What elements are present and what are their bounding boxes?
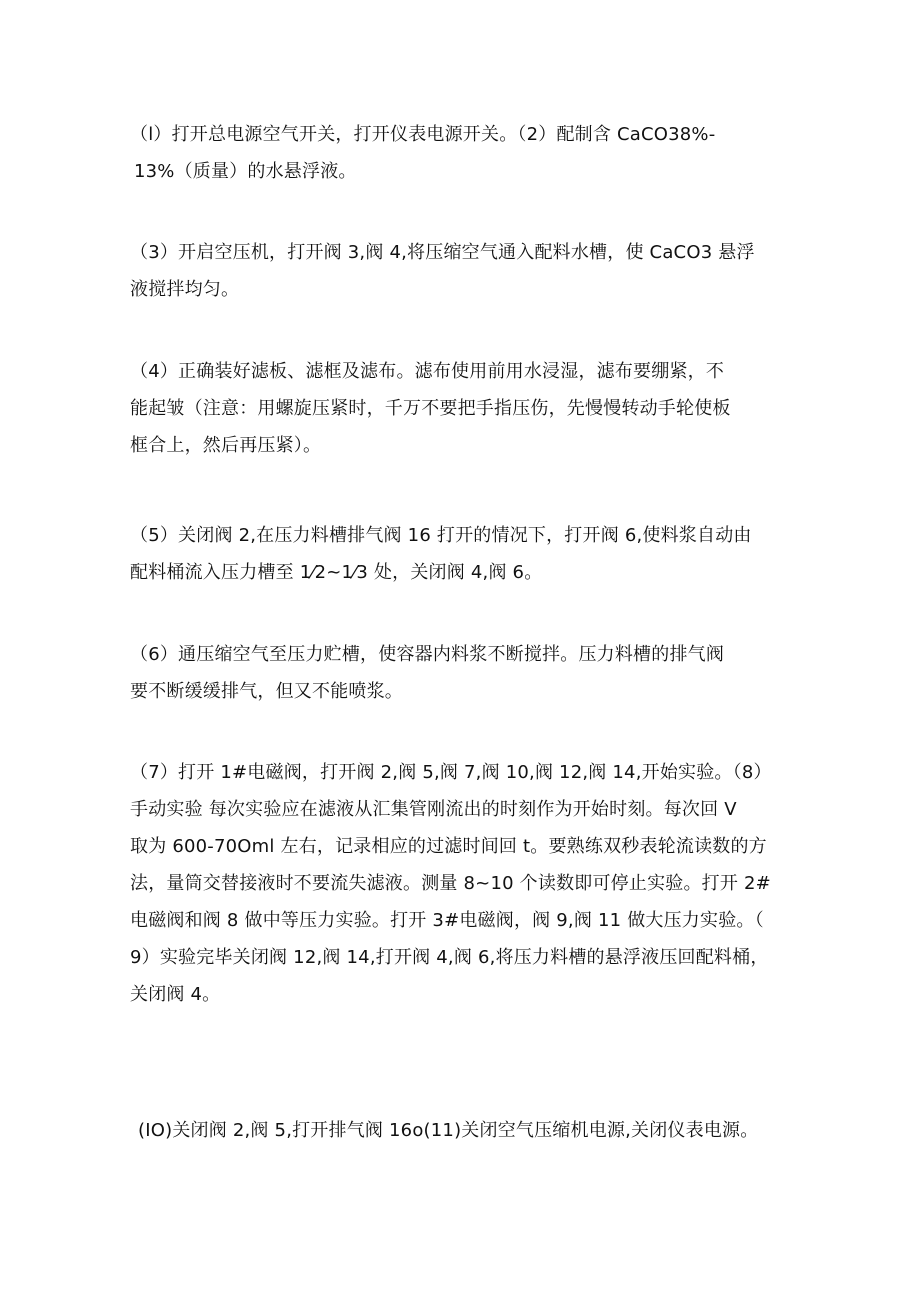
text-line: （4）正确装好滤板、滤框及滤布。滤布使用前用水浸湿，滤布要绷紧，不: [130, 361, 725, 382]
text-line: 电磁阀和阀 8 做中等压力实验。打开 3#电磁阀，阀 9,阀 11 做大压力实验。（: [130, 910, 764, 931]
text-line: 液搅拌均匀。: [130, 279, 240, 300]
paragraph-step-1: [130, 116, 810, 190]
text-line: （6）通压缩空气至压力贮槽，使容器内料浆不断搅拌。压力料槽的排气阀: [130, 644, 725, 665]
text-line: 关闭阀 4。: [130, 984, 221, 1005]
text-line: 9）实验完毕关闭阀 12,阀 14,打开阀 4,阀 6,将压力料槽的悬浮液压回配料桶，: [130, 947, 769, 968]
text-line: 框合上，然后再压紧）。: [130, 435, 322, 456]
paragraph-step-10: [138, 1112, 818, 1149]
text-line: 取为 600-70Oml 左右，记录相应的过滤时间回 t。要熟练双秒表轮流读数的方: [130, 836, 767, 857]
text-line: 要不断缓缓排气，但又不能喷浆。: [130, 681, 403, 702]
text-line: 法，量筒交替接液时不要流失滤液。测量 8~10 个读数即可停止实验。打开 2#: [130, 873, 771, 894]
text-line: 能起皱（注意：用螺旋压紧时，千万不要把手指压伤，先慢慢转动手轮使板: [130, 398, 731, 419]
paragraph-step-3: [130, 234, 810, 308]
text-line: （l）打开总电源空气开关，打开仪表电源开关。（2）配制含 CaCO38%-: [130, 124, 716, 145]
text-line: 13%（质量）的水悬浮液。: [134, 161, 357, 182]
paragraph-step-6: [130, 636, 810, 710]
text-line: 手动实验 每次实验应在滤液从汇集管刚流出的时刻作为开始时刻。每次回 V: [130, 799, 737, 820]
text-line: 配料桶流入压力槽至 1⁄2~1⁄3 处，关闭阀 4,阀 6。: [130, 562, 543, 583]
paragraph-step-4: [130, 353, 810, 464]
paragraph-step-7: [130, 754, 810, 1013]
text-line: (IO)关闭阀 2,阀 5,打开排气阀 16o(11)关闭空气压缩机电源,关闭仪表电源。: [138, 1120, 759, 1141]
paragraph-step-5: [130, 517, 810, 591]
text-line: （3）开启空压机，打开阀 3,阀 4,将压缩空气通入配料水槽，使 CaCO3 悬浮: [130, 242, 755, 263]
text-line: （5）关闭阀 2,在压力料槽排气阀 16 打开的情况下，打开阀 6,使料浆自动由: [130, 525, 752, 546]
text-line: （7）打开 1#电磁阀，打开阀 2,阀 5,阀 7,阀 10,阀 12,阀 14,开始实验。（8）: [130, 762, 772, 783]
